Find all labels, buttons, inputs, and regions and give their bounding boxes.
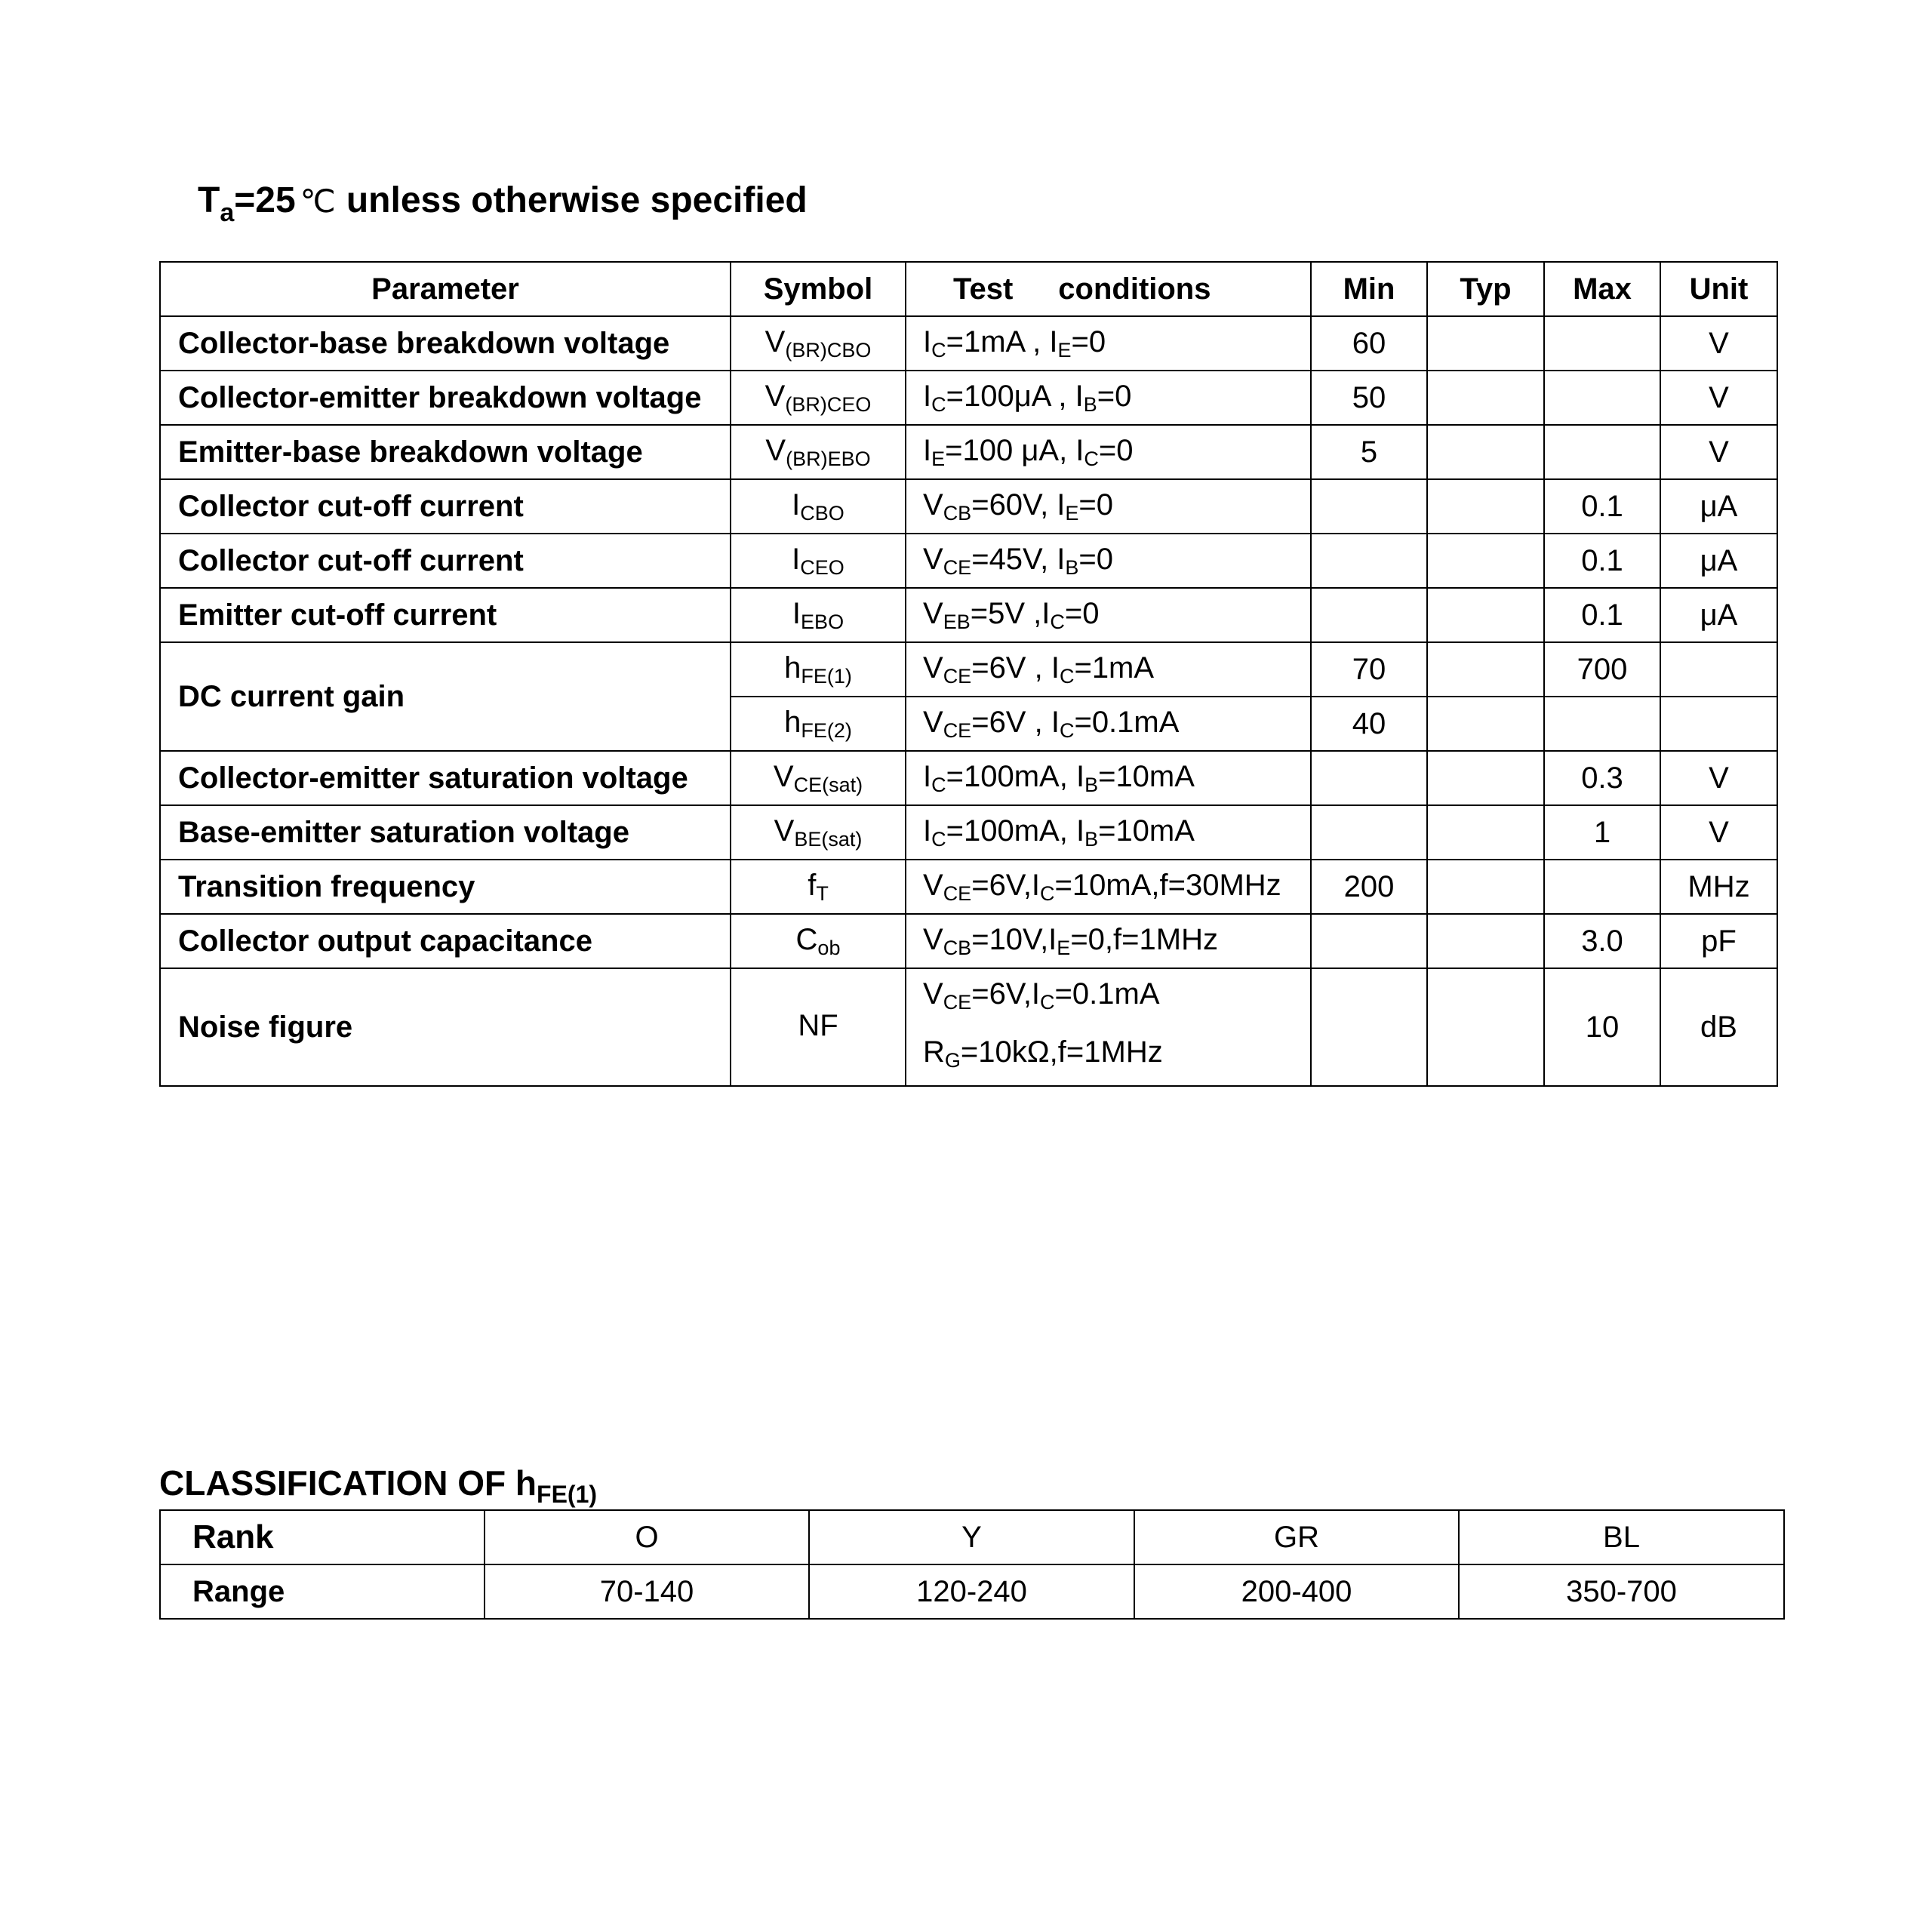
header-unit: Unit: [1660, 262, 1777, 316]
symbol-cell: [731, 534, 906, 588]
test-conditions-cell: [906, 751, 1311, 805]
max-value: 0.1: [1581, 598, 1623, 632]
table-row: [160, 425, 1777, 479]
condition-text: V: [923, 977, 943, 1011]
symbol-text: I: [792, 542, 801, 576]
table-row: [160, 805, 1777, 860]
condition-text: =100μA , I: [946, 379, 1084, 413]
min-cell: [1311, 697, 1427, 751]
table-row: [160, 914, 1777, 968]
condition-subscript: C: [931, 392, 946, 416]
parameter-label: Base-emitter saturation voltage: [178, 815, 629, 849]
symbol-cell: [731, 860, 906, 914]
typ-cell: [1427, 425, 1544, 479]
header-parameter: Parameter: [160, 262, 731, 316]
max-cell: [1544, 805, 1660, 860]
typ-cell: [1427, 316, 1544, 371]
header-conditions: conditions: [1058, 272, 1211, 306]
parameter-cell: [160, 588, 731, 642]
parameter-label: Collector-base breakdown voltage: [178, 326, 670, 360]
symbol-text: I: [792, 596, 801, 630]
condition-text: =100mA, I: [946, 759, 1085, 793]
symbol-subscript: EBO: [801, 610, 844, 633]
min-value: 50: [1352, 380, 1386, 414]
condition-text: I: [923, 814, 932, 848]
max-value: 1: [1593, 815, 1611, 849]
unit-cell: [1660, 479, 1777, 534]
condition-text: V: [923, 542, 943, 576]
conditions-prefix-sub: a: [220, 198, 235, 227]
condition-text: =0: [1078, 542, 1114, 576]
parameter-label: Collector cut-off current: [178, 489, 524, 523]
symbol-subscript: ob: [817, 936, 841, 959]
unit-value: μA: [1700, 543, 1738, 577]
min-cell: [1311, 588, 1427, 642]
condition-text: =0: [1098, 433, 1134, 467]
parameter-cell: [160, 371, 731, 425]
symbol-cell: [731, 914, 906, 968]
condition-text: V: [923, 705, 943, 739]
condition-subscript: C: [1040, 991, 1055, 1014]
typ-cell: [1427, 642, 1544, 697]
rank-label: Rank: [160, 1510, 485, 1564]
table-header-row: [160, 262, 1777, 316]
header-min: Min: [1311, 262, 1427, 316]
condition-text: =0: [1071, 325, 1106, 358]
symbol-cell: [731, 316, 906, 371]
condition-text: =10V,I: [971, 922, 1057, 956]
min-value: 200: [1343, 869, 1395, 903]
condition-text: =100mA, I: [946, 814, 1085, 848]
condition-text: I: [923, 433, 932, 467]
symbol-text: V: [765, 433, 786, 467]
max-value: 3.0: [1581, 924, 1623, 958]
parameter-label: Transition frequency: [178, 869, 475, 903]
unit-cell: [1660, 588, 1777, 642]
symbol-cell: [731, 425, 906, 479]
symbol-subscript: CEO: [800, 555, 844, 579]
max-cell: [1544, 697, 1660, 751]
parameter-cell: [160, 316, 731, 371]
symbol-cell: [731, 751, 906, 805]
condition-text: =1mA: [1074, 651, 1155, 685]
min-cell: [1311, 751, 1427, 805]
test-conditions-cell: [906, 588, 1311, 642]
condition-subscript: B: [1084, 773, 1099, 796]
unit-cell: [1660, 860, 1777, 914]
unit-cell: [1660, 425, 1777, 479]
typ-cell: [1427, 697, 1544, 751]
parameter-label: Emitter-base breakdown voltage: [178, 435, 643, 469]
min-value: 40: [1352, 706, 1386, 740]
condition-subscript: C: [931, 773, 946, 796]
symbol-subscript: (BR)EBO: [786, 447, 871, 470]
symbol-subscript: FE(1): [801, 664, 852, 688]
rank-cell: Y: [809, 1510, 1134, 1564]
symbol-cell: [731, 642, 906, 697]
table-row: [160, 316, 1777, 371]
max-cell: [1544, 479, 1660, 534]
parameter-label: Emitter cut-off current: [178, 598, 497, 632]
max-value: 0.1: [1581, 489, 1623, 523]
symbol-subscript: (BR)CEO: [785, 392, 872, 416]
condition-subscript: CB: [943, 936, 972, 959]
range-label: Range: [160, 1564, 485, 1619]
table-row: [160, 860, 1777, 914]
unit-cell: [1660, 642, 1777, 697]
symbol-subscript: BE(sat): [794, 827, 863, 851]
min-cell: [1311, 316, 1427, 371]
typ-cell: [1427, 751, 1544, 805]
condition-text: V: [923, 596, 943, 630]
condition-text: =0: [1097, 379, 1132, 413]
typ-cell: [1427, 479, 1544, 534]
condition-subscript: E: [1065, 501, 1079, 525]
max-cell: [1544, 751, 1660, 805]
test-conditions-cell: [906, 425, 1311, 479]
condition-subscript: CE: [943, 718, 972, 742]
header-typ: Typ: [1427, 262, 1544, 316]
min-cell: [1311, 371, 1427, 425]
unit-value: V: [1709, 380, 1729, 414]
max-cell: [1544, 371, 1660, 425]
typ-cell: [1427, 588, 1544, 642]
condition-line: [923, 1027, 1310, 1085]
unit-cell: [1660, 534, 1777, 588]
header-max: Max: [1544, 262, 1660, 316]
range-cell: 70-140: [485, 1564, 809, 1619]
condition-subscript: G: [944, 1049, 961, 1072]
min-cell: [1311, 534, 1427, 588]
condition-subscript: B: [1065, 555, 1079, 579]
condition-text: =6V,I: [971, 868, 1041, 902]
condition-subscript: C: [1059, 718, 1075, 742]
range-cell: 200-400: [1134, 1564, 1459, 1619]
condition-text: =6V , I: [971, 651, 1060, 685]
min-cell: [1311, 968, 1427, 1086]
symbol-cell: [731, 697, 906, 751]
hfe-classification-table: [159, 1509, 1785, 1620]
test-conditions-cell: [906, 534, 1311, 588]
parameter-label: Collector cut-off current: [178, 543, 524, 577]
parameter-label: Collector output capacitance: [178, 924, 592, 958]
symbol-cell: [731, 479, 906, 534]
condition-subscript: EB: [943, 610, 971, 633]
unit-cell: [1660, 968, 1777, 1086]
parameter-cell: [160, 914, 731, 968]
table-row: [160, 642, 1777, 697]
symbol-subscript: CE(sat): [793, 773, 863, 796]
rank-cell: BL: [1459, 1510, 1784, 1564]
condition-subscript: C: [1040, 881, 1055, 905]
condition-text: =6V,I: [971, 977, 1041, 1011]
min-cell: [1311, 642, 1427, 697]
typ-cell: [1427, 860, 1544, 914]
min-cell: [1311, 479, 1427, 534]
header-test-conditions: [906, 262, 1311, 316]
condition-text: R: [923, 1035, 945, 1069]
symbol-text: V: [773, 759, 794, 793]
condition-text: V: [923, 922, 943, 956]
condition-subscript: C: [931, 827, 946, 851]
parameter-cell: [160, 534, 731, 588]
unit-value: V: [1709, 435, 1729, 469]
condition-text: I: [923, 759, 932, 793]
typ-cell: [1427, 968, 1544, 1086]
parameter-cell: [160, 479, 731, 534]
max-cell: [1544, 588, 1660, 642]
condition-line: [923, 969, 1310, 1027]
test-conditions-cell: [906, 860, 1311, 914]
condition-text: =0: [1064, 596, 1100, 630]
parameter-cell: [160, 860, 731, 914]
max-cell: [1544, 534, 1660, 588]
condition-subscript: CE: [943, 664, 972, 688]
unit-cell: [1660, 316, 1777, 371]
condition-text: =0: [1078, 488, 1114, 521]
classification-title-sub: FE(1): [537, 1481, 598, 1508]
symbol-text: f: [808, 868, 817, 902]
table-row: [160, 588, 1777, 642]
condition-subscript: CE: [943, 991, 972, 1014]
symbol-text: h: [784, 705, 801, 739]
condition-text: I: [923, 379, 932, 413]
max-cell: [1544, 914, 1660, 968]
condition-subscript: C: [1084, 447, 1099, 470]
symbol-text: I: [792, 488, 801, 521]
condition-text: =0.1mA: [1054, 977, 1160, 1011]
unit-value: dB: [1700, 1010, 1737, 1044]
min-cell: [1311, 914, 1427, 968]
condition-text: V: [923, 488, 943, 521]
range-row: [160, 1564, 1784, 1619]
symbol-text: V: [764, 379, 786, 413]
unit-value: pF: [1701, 924, 1737, 958]
min-cell: [1311, 860, 1427, 914]
min-value: 60: [1352, 326, 1386, 360]
symbol-subscript: CBO: [800, 501, 844, 525]
symbol-text: V: [774, 814, 795, 848]
condition-subscript: B: [1084, 827, 1099, 851]
conditions-heading: [198, 180, 808, 228]
test-conditions-cell: [906, 697, 1311, 751]
condition-text: =10mA: [1098, 814, 1195, 848]
unit-cell: [1660, 751, 1777, 805]
condition-text: =10kΩ,f=1MHz: [960, 1035, 1163, 1069]
degree-celsius-symbol: ℃: [300, 183, 336, 220]
symbol-subscript: T: [816, 881, 829, 905]
condition-text: =10mA,f=30MHz: [1054, 868, 1281, 902]
parameter-cell: [160, 751, 731, 805]
test-conditions-cell: [906, 371, 1311, 425]
rank-cell: GR: [1134, 1510, 1459, 1564]
test-conditions-cell: [906, 642, 1311, 697]
unit-cell: [1660, 805, 1777, 860]
condition-text: V: [923, 651, 943, 685]
symbol-subscript: (BR)CBO: [785, 338, 872, 361]
parameter-label: DC current gain: [178, 679, 405, 713]
classification-title: [159, 1463, 597, 1509]
conditions-value: =25: [234, 180, 296, 220]
parameter-cell: [160, 425, 731, 479]
condition-subscript: E: [1057, 936, 1071, 959]
parameter-label: Noise figure: [178, 1010, 353, 1044]
symbol-text: NF: [798, 1008, 838, 1042]
max-value: 10: [1585, 1010, 1620, 1044]
max-value: 0.1: [1581, 543, 1623, 577]
range-cell: 120-240: [809, 1564, 1134, 1619]
header-symbol: Symbol: [731, 262, 906, 316]
symbol-text: C: [795, 922, 818, 956]
symbol-text: V: [764, 325, 786, 358]
max-value: 0.3: [1581, 761, 1623, 795]
condition-text: =10mA: [1098, 759, 1195, 793]
condition-subscript: B: [1083, 392, 1097, 416]
conditions-prefix: T: [198, 180, 220, 220]
condition-subscript: C: [1059, 664, 1075, 688]
max-cell: [1544, 425, 1660, 479]
typ-cell: [1427, 914, 1544, 968]
max-cell: [1544, 860, 1660, 914]
max-cell: [1544, 968, 1660, 1086]
test-conditions-cell: [906, 316, 1311, 371]
unit-value: V: [1709, 761, 1729, 795]
symbol-cell: [731, 968, 906, 1086]
table-row: [160, 479, 1777, 534]
conditions-text: unless otherwise specified: [346, 180, 808, 220]
classification-title-text: CLASSIFICATION OF h: [159, 1463, 537, 1503]
min-value: 5: [1360, 435, 1378, 469]
symbol-cell: [731, 588, 906, 642]
condition-text: =0.1mA: [1074, 705, 1180, 739]
parameter-label: Collector-emitter breakdown voltage: [178, 380, 702, 414]
condition-subscript: E: [1057, 338, 1072, 361]
symbol-cell: [731, 805, 906, 860]
table-row: [160, 968, 1777, 1086]
parameter-cell: [160, 642, 731, 751]
parameter-label: Collector-emitter saturation voltage: [178, 761, 688, 795]
min-value: 70: [1352, 652, 1386, 686]
condition-subscript: E: [931, 447, 946, 470]
test-conditions-cell: [906, 479, 1311, 534]
max-cell: [1544, 316, 1660, 371]
unit-value: MHz: [1687, 869, 1750, 903]
typ-cell: [1427, 371, 1544, 425]
typ-cell: [1427, 534, 1544, 588]
unit-value: V: [1709, 326, 1729, 360]
condition-text: =0,f=1MHz: [1070, 922, 1218, 956]
symbol-subscript: FE(2): [801, 718, 852, 742]
unit-cell: [1660, 371, 1777, 425]
condition-subscript: CB: [943, 501, 972, 525]
condition-subscript: C: [931, 338, 946, 361]
typ-cell: [1427, 805, 1544, 860]
condition-text: =100 μA, I: [945, 433, 1084, 467]
symbol-cell: [731, 371, 906, 425]
rank-row: [160, 1510, 1784, 1564]
condition-subscript: CE: [943, 555, 972, 579]
min-cell: [1311, 425, 1427, 479]
range-cell: 350-700: [1459, 1564, 1784, 1619]
condition-text: V: [923, 868, 943, 902]
parameter-cell: [160, 805, 731, 860]
max-value: 700: [1577, 652, 1628, 686]
unit-value: V: [1709, 815, 1729, 849]
test-conditions-cell: [906, 805, 1311, 860]
min-cell: [1311, 805, 1427, 860]
table-row: [160, 534, 1777, 588]
condition-text: =1mA , I: [946, 325, 1058, 358]
rank-cell: O: [485, 1510, 809, 1564]
unit-cell: [1660, 697, 1777, 751]
parameter-cell: [160, 968, 731, 1086]
condition-text: I: [923, 325, 932, 358]
unit-value: μA: [1700, 598, 1738, 632]
condition-text: =60V, I: [971, 488, 1066, 521]
max-cell: [1544, 642, 1660, 697]
table-row: [160, 371, 1777, 425]
condition-text: =5V ,I: [970, 596, 1051, 630]
test-conditions-cell: [906, 968, 1311, 1086]
unit-cell: [1660, 914, 1777, 968]
header-test: Test: [953, 272, 1014, 306]
condition-subscript: C: [1050, 610, 1065, 633]
test-conditions-cell: [906, 914, 1311, 968]
symbol-text: h: [784, 651, 801, 685]
condition-subscript: CE: [943, 881, 972, 905]
electrical-characteristics-table: [159, 261, 1778, 1087]
condition-text: =6V , I: [971, 705, 1060, 739]
unit-value: μA: [1700, 489, 1738, 523]
condition-text: =45V, I: [971, 542, 1066, 576]
table-row: [160, 751, 1777, 805]
